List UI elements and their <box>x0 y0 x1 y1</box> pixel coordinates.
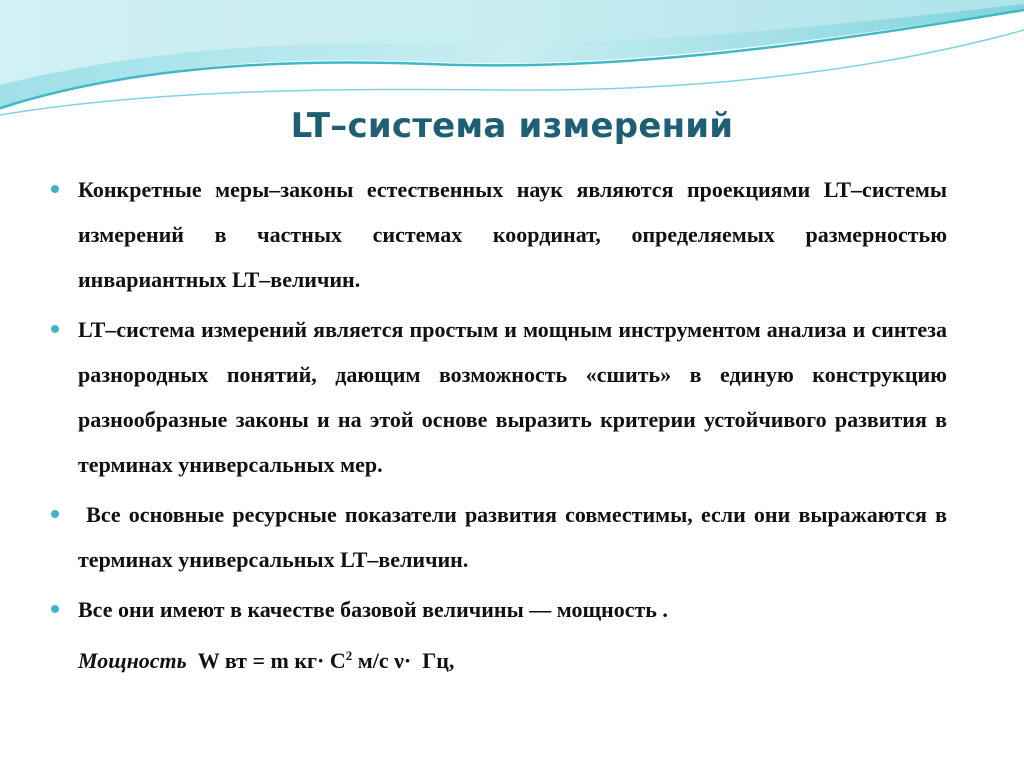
bullet-dot-icon <box>51 185 59 193</box>
bullet-item <box>78 307 947 487</box>
bullet-dot-icon <box>51 605 59 613</box>
formula-label: Мощность <box>78 648 187 673</box>
bullet-text: Все основные ресурсные показатели развития совместимы, если они выражаются в терминах универсальных LT–величин. <box>78 502 953 572</box>
bullet-dot-icon <box>51 510 59 518</box>
slide-content <box>78 167 953 683</box>
formula-superscript: 2 <box>345 648 353 663</box>
bullet-text: Все они имеют в качестве базовой величины — мощность . <box>78 597 668 622</box>
bullet-item <box>78 587 947 632</box>
bullet-dot-icon <box>51 325 59 333</box>
bullet-item <box>78 167 947 302</box>
bullet-item <box>78 492 953 582</box>
formula-part1: W вт = m кг· C <box>186 648 346 673</box>
formula-part2: м/с ν· Гц, <box>352 648 455 673</box>
power-formula <box>78 638 947 683</box>
bullet-text: Конкретные меры–законы естественных наук являются проекциями LT–системы измерений в частных системах координат, определяемых размерностью инвариантных LT–величин. <box>78 177 947 292</box>
bullet-text: LT–система измерений является простым и мощным инструментом анализа и синтеза разнородных понятий, дающим возможность «сшить» в единую конструкцию разнообразные законы и на этой основе выразить критерии устойчивого развития в терминах универсальных мер. <box>78 317 947 477</box>
decorative-header-wave <box>0 0 1024 120</box>
slide-title: LT–система измерений <box>290 106 734 146</box>
